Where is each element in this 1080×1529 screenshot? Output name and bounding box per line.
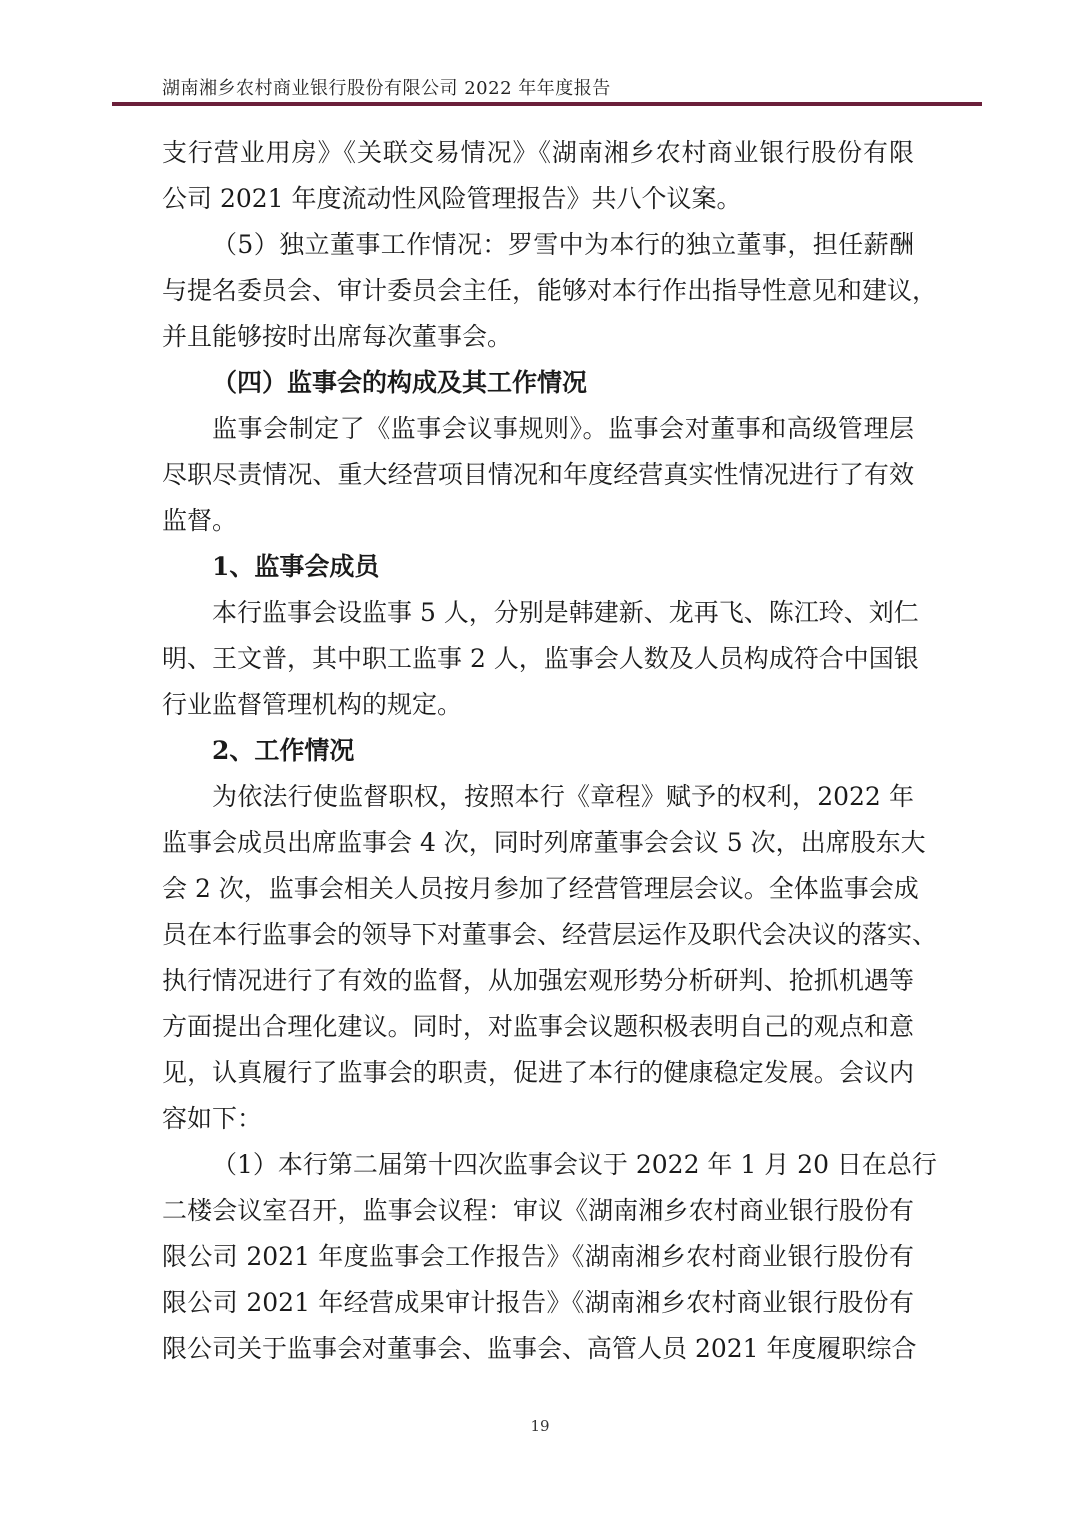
header-divider	[112, 102, 982, 106]
document-body	[162, 130, 938, 1372]
body-line: 支行营业用房》《关联交易情况》《湖南湘乡农村商业银行股份有限	[162, 138, 914, 167]
body-line: 见，认真履行了监事会的职责，促进了本行的健康稳定发展。会议内	[162, 1058, 914, 1087]
body-line: 限公司关于监事会对董事会、监事会、高管人员 2021 年度履职综合	[162, 1334, 917, 1363]
body-line: 限公司 2021 年度监事会工作报告》《湖南湘乡农村商业银行股份有	[162, 1242, 914, 1271]
body-line: 二楼会议室召开，监事会议程：审议《湖南湘乡农村商业银行股份有	[162, 1196, 914, 1225]
body-line: 本行监事会设监事 5 人，分别是韩建新、龙再飞、陈江玲、刘仁	[212, 598, 919, 627]
body-line: 执行情况进行了有效的监督，从加强宏观形势分析研判、抢抓机遇等	[162, 966, 914, 995]
body-line: 方面提出合理化建议。同时，对监事会议题积极表明自己的观点和意	[162, 1012, 914, 1041]
body-line: 为依法行使监督职权，按照本行《章程》赋予的权利，2022 年	[212, 782, 914, 811]
body-line: 公司 2021 年度流动性风险管理报告》共八个议案。	[162, 184, 742, 213]
body-line: 并且能够按时出席每次董事会。	[162, 322, 513, 351]
body-line: 限公司 2021 年经营成果审计报告》《湖南湘乡农村商业银行股份有	[162, 1288, 914, 1317]
body-line: 行业监督管理机构的规定。	[162, 690, 463, 719]
subsection-heading: 2、工作情况	[212, 736, 355, 765]
section-heading: （四）监事会的构成及其工作情况	[212, 368, 588, 397]
body-line: （5）独立董事工作情况：罗雪中为本行的独立董事，担任薪酬	[212, 230, 914, 259]
body-line: 监事会成员出席监事会 4 次，同时列席董事会会议 5 次，出席股东大	[162, 828, 926, 857]
body-line: 会 2 次，监事会相关人员按月参加了经营管理层会议。全体监事会成	[162, 874, 919, 903]
subsection-heading: 1、监事会成员	[212, 552, 380, 581]
body-line: （1）本行第二届第十四次监事会议于 2022 年 1 月 20 日在总行	[212, 1150, 937, 1179]
body-line: 监事会制定了《监事会议事规则》。监事会对董事和高级管理层	[212, 414, 914, 443]
body-line: 尽职尽责情况、重大经营项目情况和年度经营真实性情况进行了有效	[162, 460, 914, 489]
body-line: 明、王文普，其中职工监事 2 人，监事会人数及人员构成符合中国银	[162, 644, 919, 673]
page-number: 19	[530, 1417, 550, 1435]
body-line: 容如下：	[162, 1104, 263, 1133]
report-header-title: 湖南湘乡农村商业银行股份有限公司 2022 年年度报告	[162, 78, 611, 99]
body-line: 与提名委员会、审计委员会主任，能够对本行作出指导性意见和建议，	[162, 276, 938, 305]
body-line: 监督。	[162, 506, 238, 535]
body-line: 员在本行监事会的领导下对董事会、经营层运作及职代会决议的落实、	[162, 920, 938, 949]
